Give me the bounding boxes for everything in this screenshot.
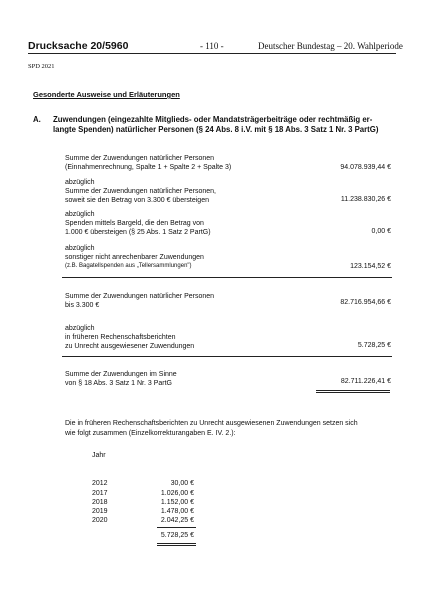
row-value: 94.078.939,44 € xyxy=(340,164,391,171)
double-underline xyxy=(316,390,390,391)
amount-cell: 1.152,00 € xyxy=(160,499,194,506)
double-underline xyxy=(157,545,196,546)
row-label: Summe der Zuwendungen natürlicher Personen bis 3.300 € xyxy=(65,293,215,309)
party-year: SPD 2021 xyxy=(28,63,55,70)
page-number: - 110 - xyxy=(200,41,224,51)
header-divider xyxy=(28,53,396,54)
row-value: 11.238.830,26 € xyxy=(340,196,391,203)
sum-rule xyxy=(157,527,196,528)
row-value: 5.728,25 € xyxy=(357,342,391,349)
paragraph: Die in früheren Rechenschaftsberichten zu Unrecht ausgewiesenen Zuwendungen setzen sich wie folgt zusammen (Einzelkorrekturangaben E. IV. 2.): xyxy=(65,420,358,437)
section-heading: Gesonderte Ausweise und Erläuterungen xyxy=(33,90,180,99)
section-a-title xyxy=(53,115,398,135)
year-cell: 2012 xyxy=(92,480,108,487)
year-cell: 2018 xyxy=(92,499,108,506)
year-cell: 2019 xyxy=(92,508,108,515)
year-cell: 2020 xyxy=(92,517,108,524)
row-value: 82.716.954,66 € xyxy=(340,299,391,306)
amount-cell: 1.026,00 € xyxy=(160,490,194,497)
publisher: Deutscher Bundestag – 20. Wahlperiode xyxy=(258,41,403,51)
section-a-title-line: langte Spenden) natürlicher Personen (§ 24 Abs. 8 i.V. mit § 18 Abs. 3 Satz 1 Nr. 3 PartG) xyxy=(53,125,379,134)
divider xyxy=(62,277,392,278)
amount-cell: 1.478,00 € xyxy=(160,508,194,515)
section-a-title-line: Zuwendungen (eingezahlte Mitglieds- oder Mandatsträgerbeiträge oder rechtmäßig er- xyxy=(53,115,373,124)
row-value: 0,00 € xyxy=(371,228,391,235)
double-underline xyxy=(316,392,390,393)
document-number: Drucksache 20/5960 xyxy=(28,40,129,52)
amount-cell: 2.042,25 € xyxy=(160,517,194,524)
year-cell: 2017 xyxy=(92,490,108,497)
total-cell: 5.728,25 € xyxy=(160,532,194,539)
section-a-letter: A. xyxy=(33,115,41,124)
row-label: Summe der Zuwendungen natürlicher Personen (Einnahmenrechnung, Spalte 1 + Spalte 2 + Spalte 3) xyxy=(65,155,232,171)
row-label: abzüglich sonstiger nicht anrechenbarer Zuwendungen (z.B. Bagatellspenden aus „Tellersammlungen") xyxy=(65,245,204,269)
row-label: abzüglich Spenden mittels Bargeld, die den Betrag von 1.000 € übersteigen (§ 25 Abs. 1 Satz 2 PartG) xyxy=(65,211,211,236)
year-table-header: Jahr xyxy=(92,452,106,459)
amount-cell: 30,00 € xyxy=(170,480,194,487)
row-value: 123.154,52 € xyxy=(350,263,391,270)
row-label: abzüglich Summe der Zuwendungen natürlicher Personen, soweit sie den Betrag von 3.300 € übersteigen xyxy=(65,179,216,204)
row-value: 82.711.226,41 € xyxy=(340,378,391,385)
row-label: Summe der Zuwendungen im Sinne von § 18 Abs. 3 Satz 1 Nr. 3 PartG xyxy=(65,371,177,387)
double-underline xyxy=(157,543,196,544)
row-label: abzüglich in früheren Rechenschaftsberichten zu Unrecht ausgewiesener Zuwendungen xyxy=(65,325,195,350)
divider xyxy=(62,356,392,357)
